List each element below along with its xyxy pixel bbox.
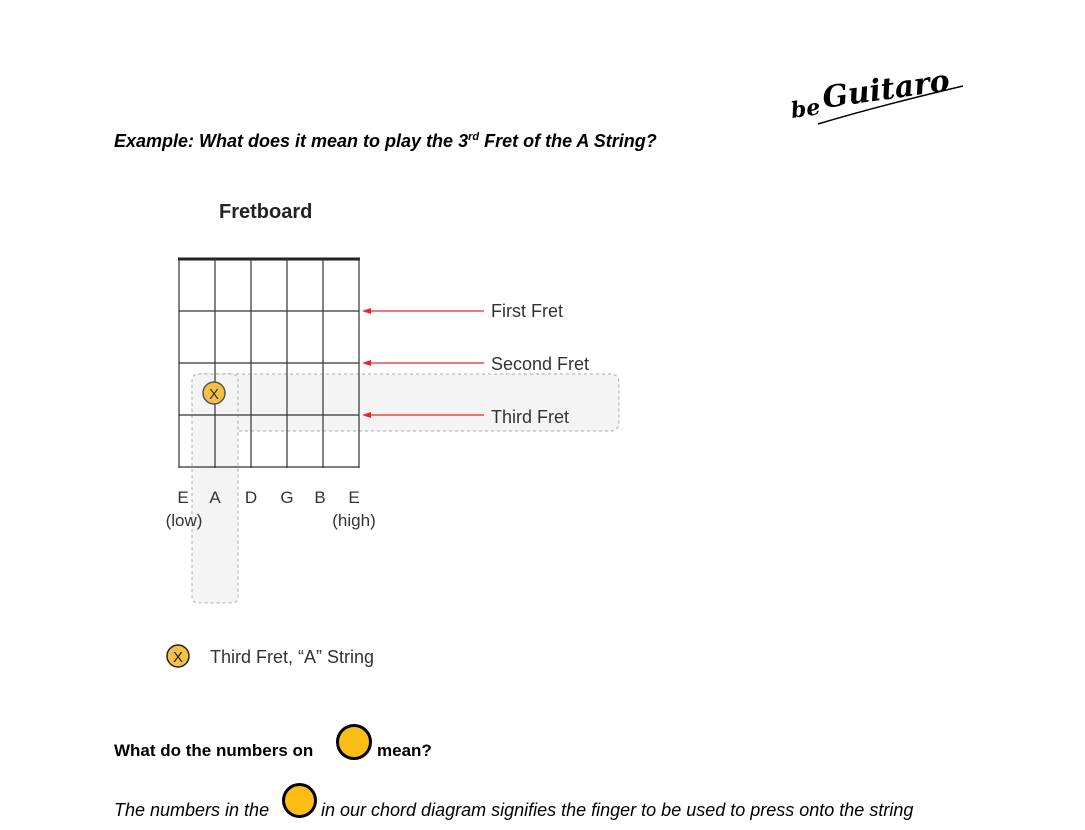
string-name-d: D — [244, 488, 258, 507]
string-name-g: G — [280, 488, 294, 507]
finger-circle-icon — [282, 783, 317, 818]
finger-circle-icon — [336, 724, 372, 760]
low-label: (low) — [165, 511, 203, 530]
logo-main-text: Guitaro — [820, 63, 952, 116]
arrow-head-1 — [362, 308, 371, 314]
string-name-a: A — [209, 488, 221, 507]
example-heading: Example: What does it mean to play the 3rd Fret of the A String? — [114, 131, 657, 151]
answer-text-before: The numbers in the — [114, 800, 270, 820]
finger-marker-symbol: X — [208, 386, 220, 403]
string-name-b: B — [314, 488, 326, 507]
legend-text: Third Fret, “A” String — [210, 647, 375, 667]
second-fret-label: Second Fret — [491, 354, 590, 374]
question-text-after: mean? — [377, 741, 432, 760]
arrow-head-2 — [362, 360, 371, 366]
logo-be-text: be — [789, 94, 822, 124]
high-label: (high) — [332, 511, 376, 530]
fretboard-title: Fretboard — [219, 201, 313, 223]
first-fret-label: First Fret — [491, 301, 563, 321]
string-name-e-low: E — [177, 488, 189, 507]
string-name-e-high: E — [348, 488, 360, 507]
third-fret-label: Third Fret — [491, 407, 570, 427]
answer-text-after: in our chord diagram signifies the finger to be used to press onto the string — [321, 800, 914, 820]
question-text-before: What do the numbers on — [114, 741, 314, 760]
legend-marker-symbol: X — [172, 649, 184, 666]
